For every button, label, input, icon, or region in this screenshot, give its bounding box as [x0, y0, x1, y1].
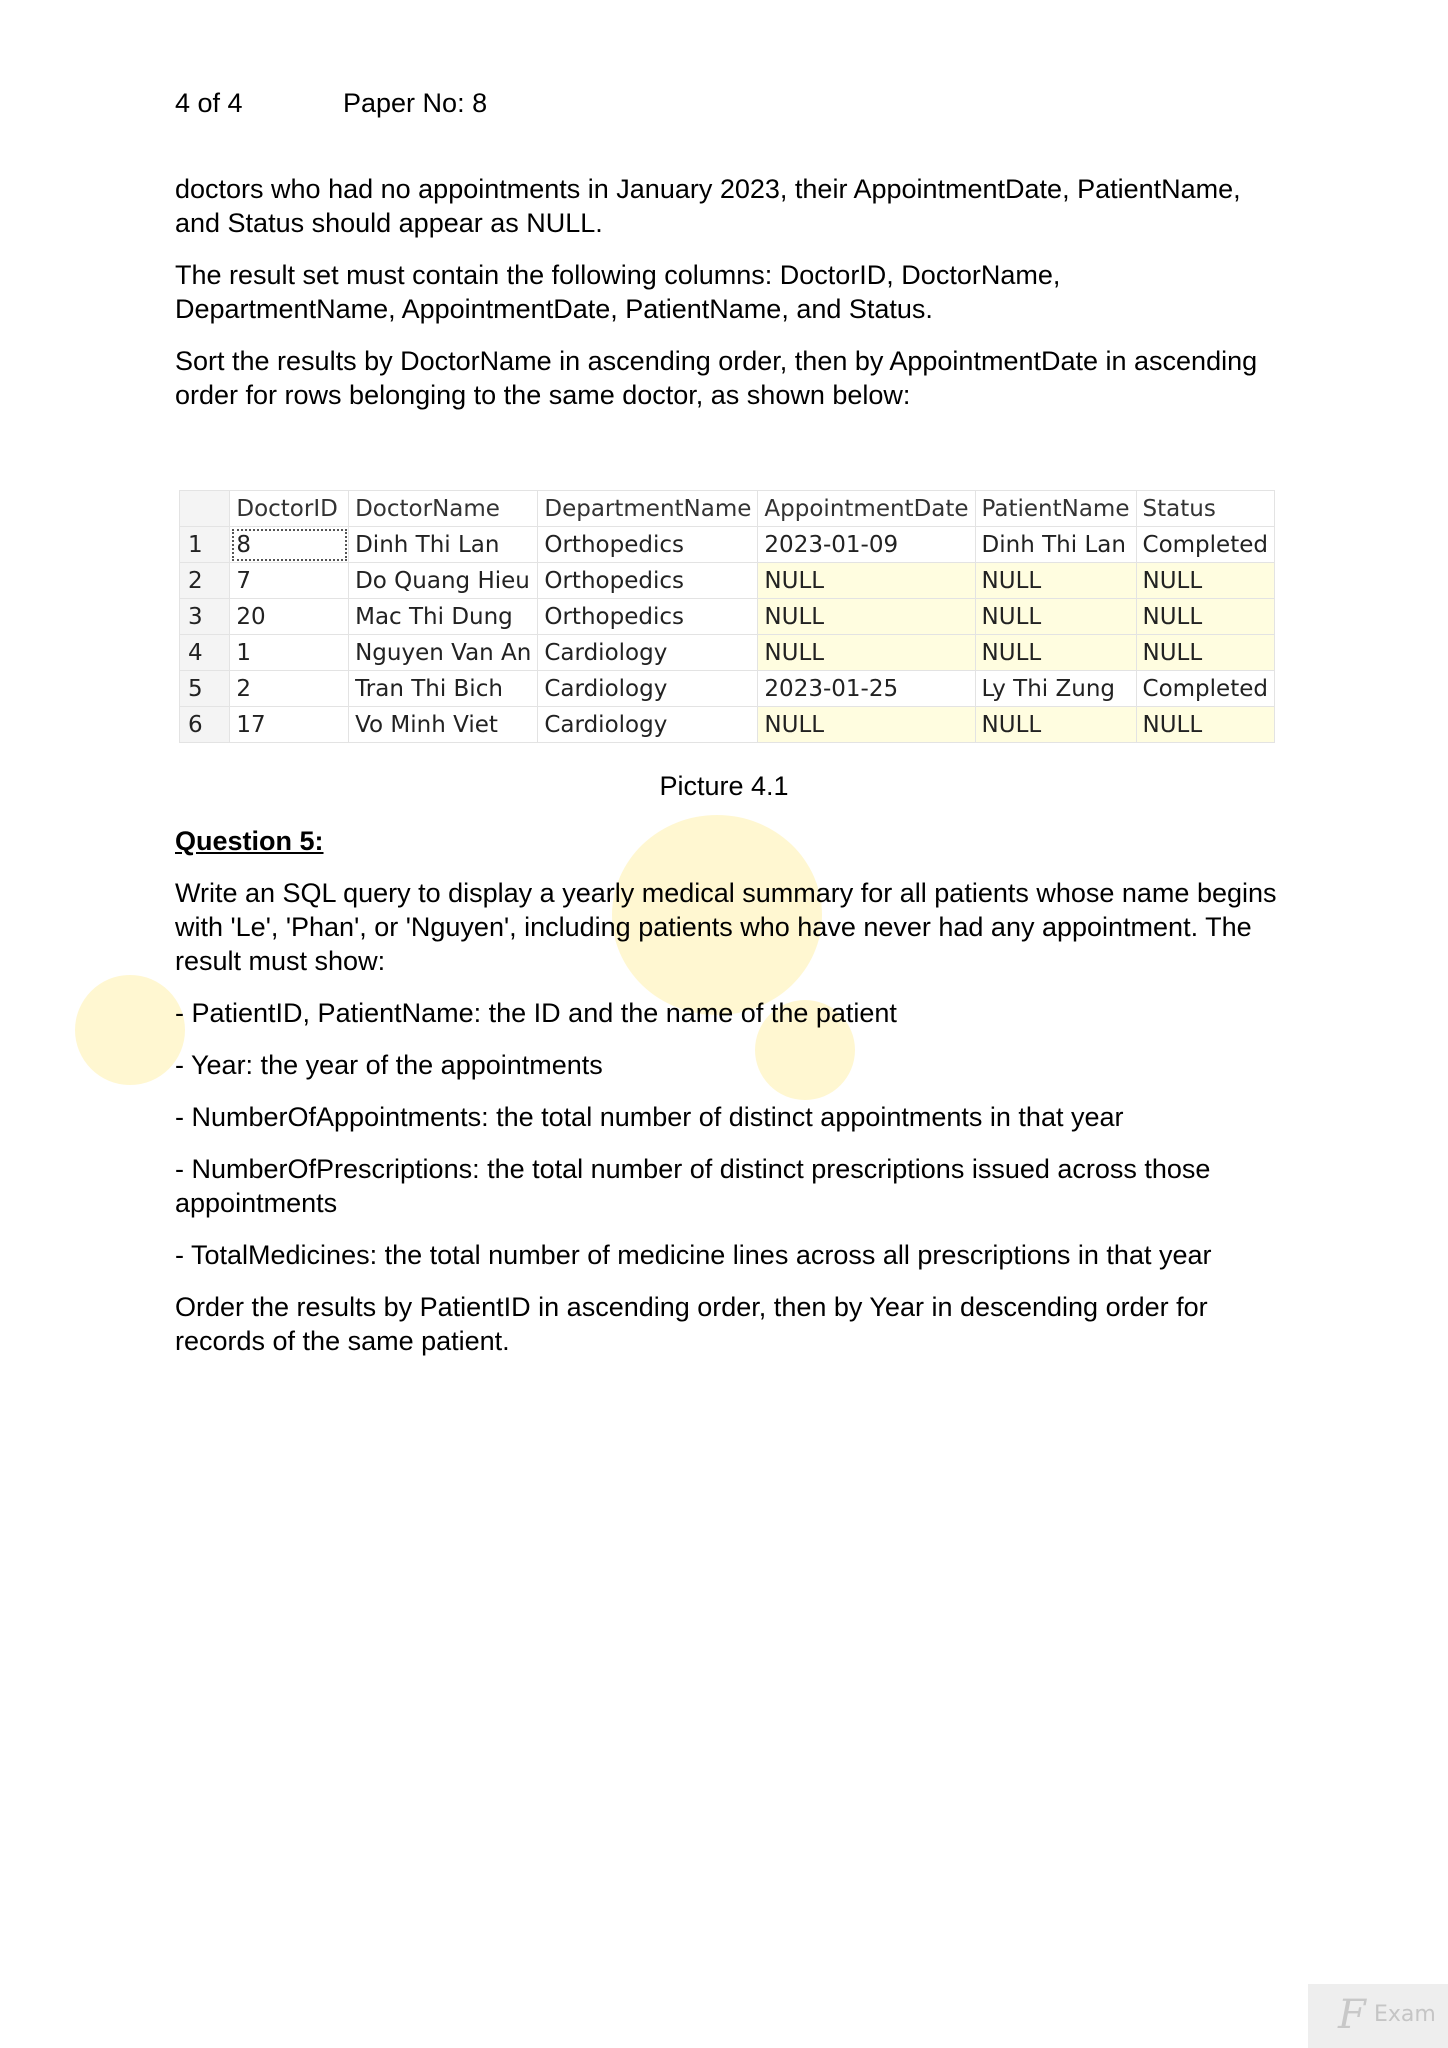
header-row	[180, 491, 1275, 527]
cell-patient-name[interactable]: Dinh Thi Lan	[975, 527, 1136, 563]
question-5-order: Order the results by PatientID in ascending order, then by Year in descending order for records of the same patient.	[175, 1292, 1208, 1356]
page-number: 4 of 4	[175, 88, 243, 118]
table-row	[180, 527, 1275, 563]
column-header: DoctorID	[230, 491, 349, 527]
cell-doctor-id[interactable]: 1	[230, 635, 349, 671]
row-number: 6	[180, 707, 230, 743]
bullet-item: - Year: the year of the appointments	[175, 1050, 603, 1080]
row-number: 3	[180, 599, 230, 635]
cell-doctor-id[interactable]: 2	[230, 671, 349, 707]
cell-department[interactable]: Cardiology	[538, 635, 758, 671]
cell-department[interactable]: Cardiology	[538, 671, 758, 707]
cell-patient-name[interactable]: NULL	[975, 599, 1136, 635]
intro-paragraph-1: doctors who had no appointments in January 2023, their AppointmentDate, PatientName, and Status should appear as NULL.	[175, 174, 1241, 238]
cell-doctor-id[interactable]: 17	[230, 707, 349, 743]
column-header: PatientName	[975, 491, 1136, 527]
cell-appointment-date[interactable]: NULL	[758, 563, 975, 599]
column-header: DepartmentName	[538, 491, 758, 527]
result-grid	[179, 490, 1275, 743]
cell-appointment-date[interactable]: NULL	[758, 635, 975, 671]
table-row	[180, 599, 1275, 635]
row-number: 1	[180, 527, 230, 563]
question-5-title: Question 5:	[175, 826, 324, 856]
exam-logo	[1308, 1984, 1448, 2048]
cell-doctor-name[interactable]: Do Quang Hieu	[349, 563, 538, 599]
cell-patient-name[interactable]: NULL	[975, 707, 1136, 743]
cell-doctor-name[interactable]: Mac Thi Dung	[349, 599, 538, 635]
cell-patient-name[interactable]: NULL	[975, 563, 1136, 599]
cell-doctor-name[interactable]: Nguyen Van An	[349, 635, 538, 671]
cell-status[interactable]: NULL	[1136, 563, 1274, 599]
cell-doctor-name[interactable]: Vo Minh Viet	[349, 707, 538, 743]
cell-status[interactable]: NULL	[1136, 635, 1274, 671]
paper-number: Paper No: 8	[343, 88, 488, 118]
cell-doctor-name[interactable]: Tran Thi Bich	[349, 671, 538, 707]
cell-patient-name[interactable]: Ly Thi Zung	[975, 671, 1136, 707]
logo-mark-icon: F	[1338, 1992, 1366, 2038]
intro-text	[175, 172, 1285, 430]
row-number: 5	[180, 671, 230, 707]
table-row	[180, 707, 1275, 743]
cell-doctor-id[interactable]: 20	[230, 599, 349, 635]
cell-status[interactable]: NULL	[1136, 599, 1274, 635]
cell-department[interactable]: Orthopedics	[538, 527, 758, 563]
column-header: DoctorName	[349, 491, 538, 527]
row-number: 2	[180, 563, 230, 599]
cell-status[interactable]: NULL	[1136, 707, 1274, 743]
cell-department[interactable]: Orthopedics	[538, 599, 758, 635]
intro-paragraph-3: Sort the results by DoctorName in ascending order, then by AppointmentDate in ascending order for rows belonging to the same doctor, as shown below:	[175, 346, 1258, 410]
page-header	[175, 88, 488, 119]
intro-paragraph-2: The result set must contain the following columns: DoctorID, DoctorName, DepartmentName, AppointmentDate, PatientName, and Status.	[175, 260, 1061, 324]
bullet-item: - NumberOfPrescriptions: the total number of distinct prescriptions issued across those appointments	[175, 1154, 1211, 1218]
cell-appointment-date[interactable]: 2023-01-09	[758, 527, 975, 563]
bullet-item: - PatientID, PatientName: the ID and the name of the patient	[175, 998, 897, 1028]
row-number: 4	[180, 635, 230, 671]
cell-status[interactable]: Completed	[1136, 671, 1274, 707]
cell-doctor-name[interactable]: Dinh Thi Lan	[349, 527, 538, 563]
row-number-header	[180, 491, 230, 527]
column-header: Status	[1136, 491, 1274, 527]
logo-text: Exam	[1374, 2002, 1436, 2027]
cell-appointment-date[interactable]: NULL	[758, 707, 975, 743]
cell-department[interactable]: Cardiology	[538, 707, 758, 743]
column-header: AppointmentDate	[758, 491, 975, 527]
bullet-item: - TotalMedicines: the total number of medicine lines across all prescriptions in that year	[175, 1240, 1212, 1270]
cell-status[interactable]: Completed	[1136, 527, 1274, 563]
cell-appointment-date[interactable]: NULL	[758, 599, 975, 635]
table-row	[180, 635, 1275, 671]
table-row	[180, 671, 1275, 707]
bullet-item: - NumberOfAppointments: the total number of distinct appointments in that year	[175, 1102, 1124, 1132]
cell-doctor-id[interactable]: 7	[230, 563, 349, 599]
result-grid-picture	[179, 490, 1275, 748]
cell-appointment-date[interactable]: 2023-01-25	[758, 671, 975, 707]
watermark-blob	[75, 975, 185, 1085]
table-row	[180, 563, 1275, 599]
picture-caption: Picture 4.1	[659, 771, 789, 801]
cell-doctor-id[interactable]: 8	[230, 527, 349, 563]
question-5-paragraph: Write an SQL query to display a yearly medical summary for all patients whose name begins with 'Le', 'Phan', or 'Nguyen', including patients who have never had any appointment. The result must show:	[175, 878, 1277, 976]
cell-patient-name[interactable]: NULL	[975, 635, 1136, 671]
cell-department[interactable]: Orthopedics	[538, 563, 758, 599]
question-5	[175, 824, 1285, 1376]
